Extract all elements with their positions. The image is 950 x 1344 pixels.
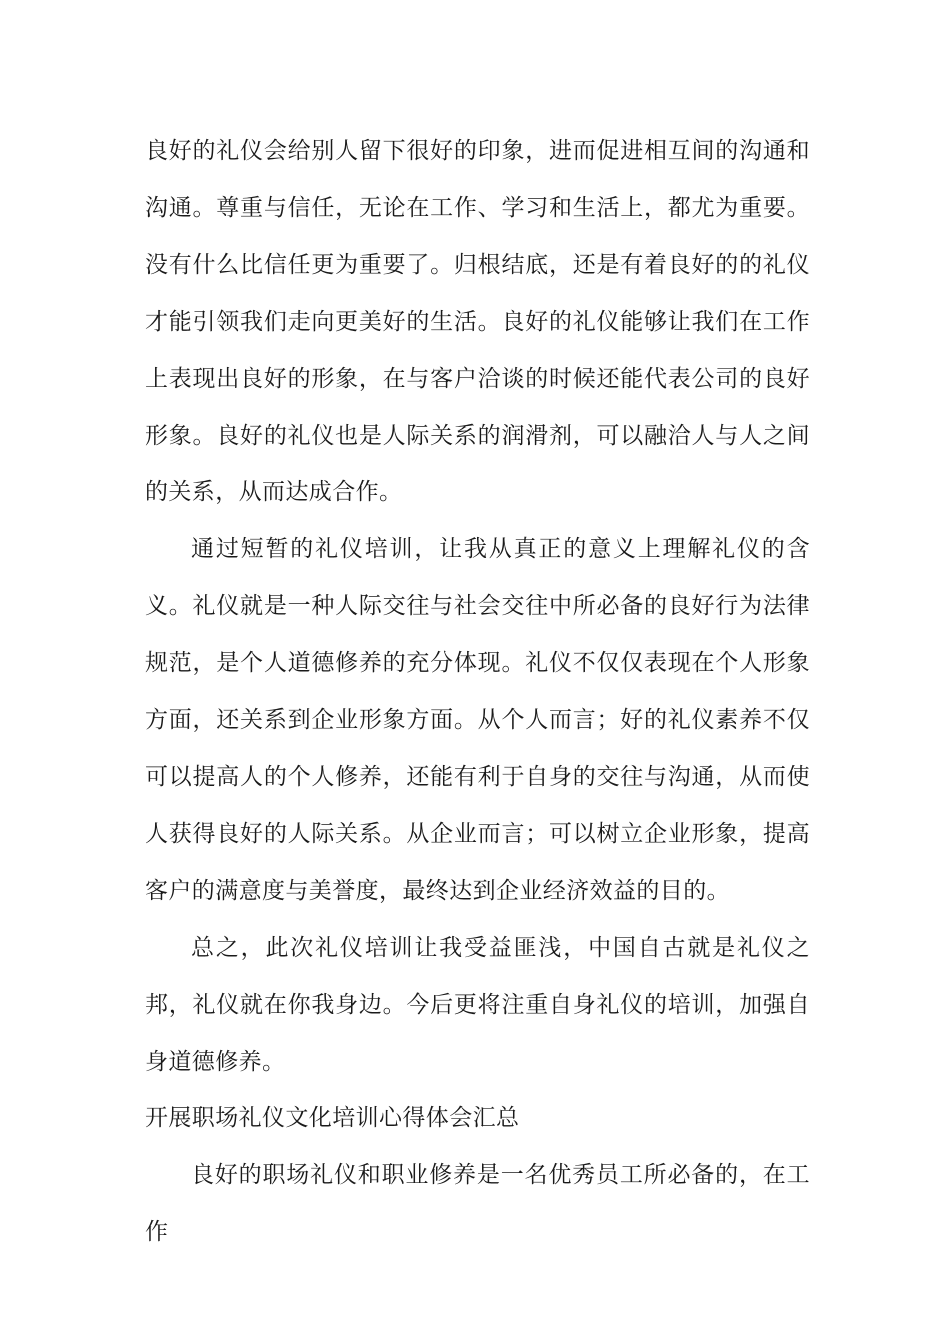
body-paragraph-3: 总之，此次礼仪培训让我受益匪浅，中国自古就是礼仪之邦，礼仪就在你我身边。今后更将注重自身礼仪的培训，加强自身道德修养。 [145, 934, 810, 1075]
body-paragraph-1: 良好的礼仪会给别人留下很好的印象，进而促进相互间的沟通和沟通。尊重与信任，无论在工作、学习和生活上，都尤为重要。没有什么比信任更为重要了。归根结底，还是有着良好的的礼仪才能引领我们走向更美好的生活。良好的礼仪能够让我们在工作上表现出良好的形象，在与客户洽谈的时候还能代表公司的良好形象。良好的礼仪也是人际关系的润滑剂，可以融洽人与人之间的关系，从而达成合作。 [145, 138, 810, 506]
document-body [145, 123, 810, 1261]
section-title: 开展职场礼仪文化培训心得体会汇总 [145, 1105, 520, 1132]
body-paragraph-2: 通过短暂的礼仪培训，让我从真正的意义上理解礼仪的含义。礼仪就是一种人际交往与社会交往中所必备的良好行为法律规范，是个人道德修养的充分体现。礼仪不仅仅表现在个人形象方面，还关系到企业形象方面。从个人而言；好的礼仪素养不仅可以提高人的个人修养，还能有利于自身的交往与沟通，从而使人获得良好的人际关系。从企业而言；可以树立企业形象，提高客户的满意度与美誉度，最终达到企业经济效益的目的。 [145, 536, 810, 904]
body-paragraph-4: 良好的职场礼仪和职业修养是一名优秀员工所必备的，在工作 [145, 1162, 810, 1246]
